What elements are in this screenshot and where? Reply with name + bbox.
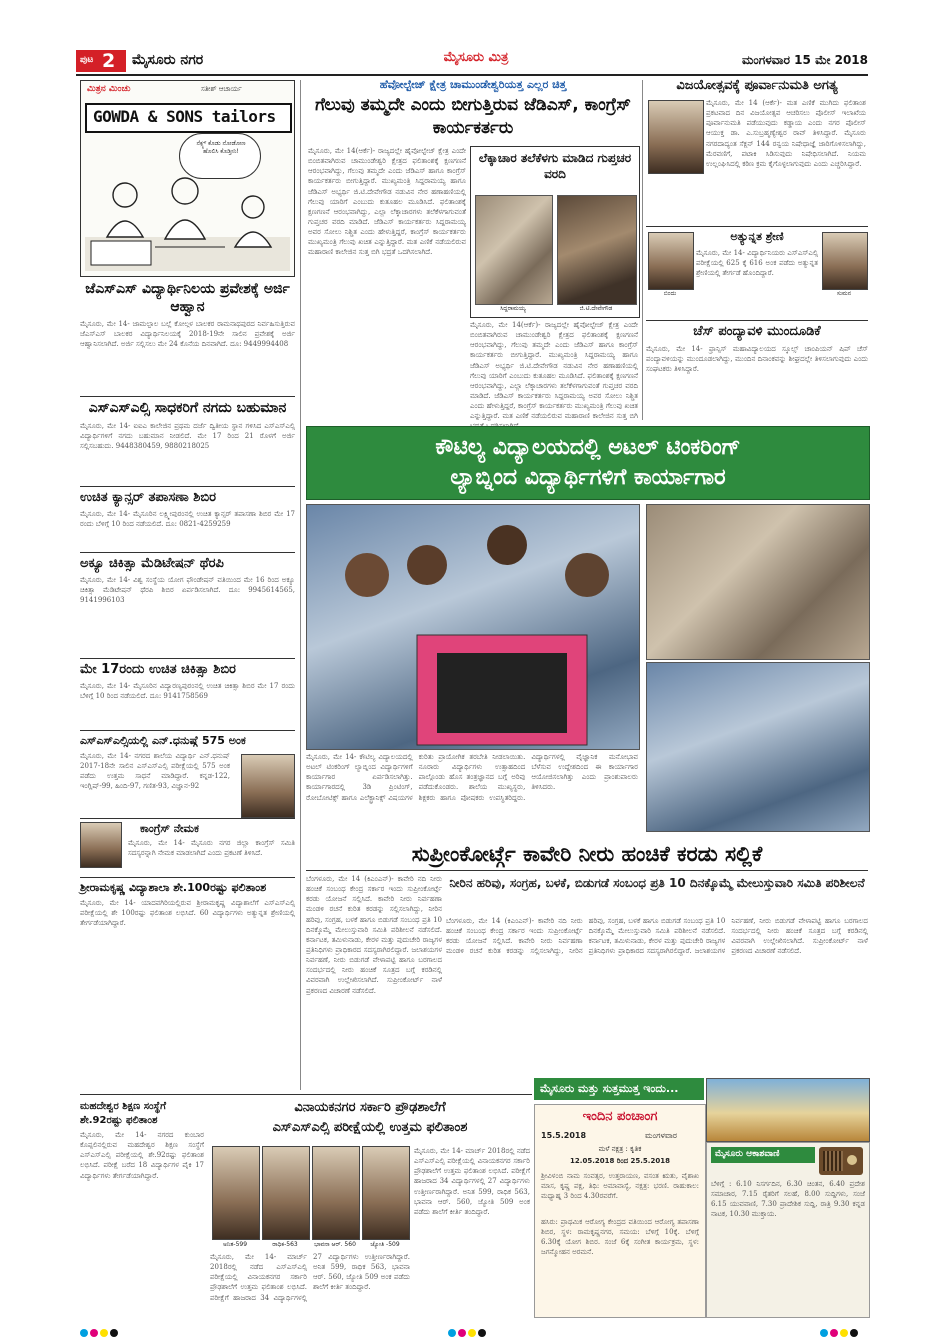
student-caption-3: ಭಾವನಾ ಆರ್. 560 — [314, 1241, 356, 1248]
brief-body: ಮೈಸೂರು, ಮೇ 14- ಮೈಸೂರಿನ ವಿದ್ಯಾರಣ್ಯಪುರಂನಲ್ಲಿ ಉಚಿತ ಚಿಕಿತ್ಸಾ ಶಿಬಿರ ಮೇ 17 ರಂದು ಬೆಳಿಗ್ಗೆ 10 ರಿಂದ ನಡೆಯಲಿದೆ. ದೂ: 9141758569 — [80, 682, 295, 701]
election-headline: ಗೆಲುವು ತಮ್ಮದೇ ಎಂದು ಬೀಗುತ್ತಿರುವ ಜೆಡಿಎಸ್, ಕಾಂಗ್ರೆಸ್ ಕಾರ್ಯಕರ್ತರು — [315, 95, 631, 138]
election-kicker: ಹೆವೋಲ್ಟೇಜ್ ಕ್ಷೇತ್ರ ಚಾಮುಂಡೇಶ್ವರಿಯತ್ತ ಎಲ್ಲರ ಚಿತ್ತ — [379, 78, 567, 91]
brief-headline: ಉಚಿತ ಕ್ಯಾನ್ಸರ್ ತಪಾಸಣಾ ಶಿಬಿರ — [80, 489, 217, 505]
police-body: ಮೈಸೂರು, ಮೇ 14 (ಆರ್ಕೆ)- ಮತ ಎಣಿಕೆ ಮುಗಿದು ಫಲಿತಾಂಶ ಪ್ರಕಟವಾದ ದಿನ ವಿಜಯೋತ್ಸವ ಆಚರಿಸಲು ಪೊಲೀಸ್ ಇಲಾಖೆಯ ಪೂರ್ವಾನುಮತಿ ಪಡೆಯುವುದು ಕಡ್ಡಾಯ ಎಂದು ನಗರ ಪೊಲೀಸ್ ಆಯುಕ್ತ ಡಾ. ಎ.ಸುಬ್ರಹ್ಮಣ್ಯೇಶ್ವರ ರಾವ್ ತಿಳಿಸಿದ್ದಾರೆ. ಮೈಸೂರು ನಗರದಾದ್ಯಂತ ಸೆಕ್ಷನ್ 144 ರನ್ವಯ ನಿಷೇಧಾಜ್ಞೆ ಜಾರಿಗೊಳಿಸಲಾಗಿದ್ದು, ಮೆರವಣಿಗೆ, ಪಟಾಕಿ ಸಿಡಿಸುವುದು ನಿಷೇಧಿಸಲಾಗಿದೆ. ನಿಯಮ ಉಲ್ಲಂಘಿಸಿದಲ್ಲಿ ಕಠಿಣ ಕ್ರಮ ಕೈಗೊಳ್ಳಲಾಗುವುದು ಎಂದು ಎಚ್ಚರಿಸಿದ್ದಾರೆ. — [706, 99, 866, 168]
photo-siddaramaiah — [475, 195, 553, 305]
page-badge — [76, 50, 126, 72]
brief-ramakrishna — [80, 881, 295, 994]
cartoon-title: ಮಿತ್ರನ ಮಿಂಚು — [87, 84, 131, 94]
brief-body: ಮೈಸೂರು, ಮೇ 14- ಮೈಸೂರು ನಗರ ಜಿಲ್ಲಾ ಕಾಂಗ್ರೆಸ್ ಸಮಿತಿ ಸದಸ್ಯರನ್ನಾಗಿ ನೇಮಕ ಮಾಡಲಾಗಿದೆ ಎಂದು ಪ್ರಕಟಣೆ ತಿಳಿಸಿದೆ. — [128, 839, 295, 858]
vinayakanagar-headline-1: ವಿನಾಯಕನಗರ ಸರ್ಕಾರಿ ಪ್ರೌಢಶಾಲೆಗೆ — [294, 1100, 446, 1115]
brief-body: ಮೈಸೂರು, ಮೇ 14- ಜಾಮಲ್ಪಾಲ ಬಲ್ಲೆ ಕೋಲ್ಗಳ ಬಾಲಕರ ರಾಮನಾಥಪುರದ ನಿರ್ವಹಿಸುತ್ತಿರುವ ಜೆಎಸ್ಎಸ್ ಬಾಲಕರ ವಿದ್ಯಾರ್ಥಿನಿಲಯಕ್ಕೆ 2018-19ನೇ ಸಾಲಿನ ಪ್ರವೇಶಕ್ಕೆ ಅರ್ಜಿ ಆಹ್ವಾನಿಸಲಾಗಿದೆ. ಅರ್ಜಿ ಸಲ್ಲಿಸಲು ಮೇ 24 ಕೊನೆಯ ದಿನವಾಗಿದೆ. ದೂ: 9449994408 — [80, 320, 295, 349]
column-divider — [300, 80, 301, 1090]
cartoon-drawing — [85, 177, 290, 271]
photo-gt-devegowda — [557, 195, 637, 305]
masthead-rule — [76, 74, 868, 76]
left-briefs — [80, 281, 295, 1089]
mahadeshwara-headline: ಮಹದೇಶ್ವರ ಶಿಕ್ಷಣ ಸಂಸ್ಥೆಗೆ ಶೇ.92ರಷ್ಟು ಫಲಿತಾಂಶ — [80, 1101, 166, 1126]
election-box-headline: ಲೆಕ್ಕಾಚಾರ ತಲೆಕೆಳಗು ಮಾಡಿದ ಗುಪ್ತಚರ ವರದಿ — [478, 151, 632, 181]
paper-name: ಮೈಸೂರು ಮಿತ್ರ — [443, 50, 509, 65]
shop-sign — [85, 103, 292, 133]
brief-body: ಮೈಸೂರು, ಮೇ 14- ವಿಶ್ವ ಸಂಸ್ಥೆಯ ಯೋಗ ಫೌಂಡೇಷನ್ ವತಿಯಿಂದ ಮೇ 16 ರಿಂದ ಅಕ್ಯೂ ಚಿಕಿತ್ಸಾ ಮೆಡಿಟೇಷನ್ ಥೆರಪಿ ಶಿಬಿರ ಏರ್ಪಡಿಸಲಾಗಿದೆ. ದೂ: 9945614565, 9141996103 — [80, 576, 295, 605]
election-body-right: ಮೈಸೂರು, ಮೇ 14(ಆರ್ಕೆ)- ರಾಜ್ಯದಲ್ಲೇ ಹೈವೋಲ್ಟೇಜ್ ಕ್ಷೇತ್ರ ಎಂದೇ ಬಿಂಬಿತವಾಗಿರುವ ಚಾಮುಂಡೇಶ್ವರಿ ಕ್ಷೇತ್ರದ ಫಲಿತಾಂಶಕ್ಕೆ ಕ್ಷಣಗಣನೆ ಆರಂಭವಾಗಿದ್ದು, ಗೆಲುವು ತಮ್ಮದೇ ಎಂದು ಜೆಡಿಎಸ್ ಹಾಗೂ ಕಾಂಗ್ರೆಸ್ ಕಾರ್ಯಕರ್ತರು ಬೀಗುತ್ತಿದ್ದಾರೆ. ಮುಖ್ಯಮಂತ್ರಿ ಸಿದ್ದರಾಮಯ್ಯ ಹಾಗೂ ಜೆಡಿಎಸ್ ಅಭ್ಯರ್ಥಿ ಜಿ.ಟಿ.ದೇವೇಗೌಡ ನಡುವಿನ ನೇರ ಹಣಾಹಣಿಯಲ್ಲಿ ಗೆಲುವು ಯಾರಿಗೆ ಎಂಬುದು ಕುತೂಹಲ ಮೂಡಿಸಿದೆ. ಫಲಿತಾಂಶಕ್ಕೆ ಕ್ಷಣಗಣನೆ ಆರಂಭವಾಗಿದ್ದು, ಎಲ್ಲಾ ಲೆಕ್ಕಾಚಾರಗಳು ತಲೆಕೆಳಗಾಗುವಂತೆ ಗುಪ್ತಚರ ವರದಿ ಮಾಡಿದೆ. ಜೆಡಿಎಸ್ ಕಾರ್ಯಕರ್ತರು ಸಿದ್ದರಾಮಯ್ಯ ಅವರ ಸೋಲು ನಿಶ್ಚಿತ ಎಂದು ಹೇಳುತ್ತಿದ್ದರೆ, ಕಾಂಗ್ರೆಸ್ ಕಾರ್ಯಕರ್ತರು ಮುಖ್ಯಮಂತ್ರಿ ಗೆಲುವು ಖಚಿತ ಎನ್ನುತ್ತಿದ್ದಾರೆ. ಮತ ಎಣಿಕೆ ನಡೆಯಲಿರುವ ಮಹಾರಾಣಿ ಕಾಲೇಜಿನ ಸುತ್ತ ಬಿಗಿ — [470, 321, 638, 421]
rule — [80, 1094, 532, 1095]
panchanga-date: 15.5.2018 — [541, 1131, 587, 1140]
registration-marks-left — [80, 1322, 120, 1341]
student-photo — [241, 754, 295, 818]
panchanga-box — [534, 1104, 706, 1318]
printer-illustration — [307, 505, 639, 749]
akashvani-title: ಮೈಸೂರು ಆಕಾಶವಾಣಿ — [715, 1149, 780, 1159]
brief-hostel — [80, 281, 295, 393]
brief-may17-camp — [80, 662, 295, 727]
atl-banner — [306, 426, 870, 500]
banner-line2: ಲ್ಯಾಬ್ನಿಂದ ವಿದ್ಯಾರ್ಥಿಗಳಿಗೆ ಕಾರ್ಯಾಗಾರ — [450, 465, 726, 490]
speech-bubble — [179, 133, 261, 179]
panchanga-rain-star: ಮಳೆ ನಕ್ಷತ್ರ : ಕೃತಿಕ — [598, 1145, 642, 1153]
vinayakanagar-headline-2: ಎಸ್ಎಸ್ಎಲ್ಸಿ ಪರೀಕ್ಷೆಯಲ್ಲಿ ಉತ್ತಮ ಫಲಿತಾಂಶ — [272, 1120, 468, 1135]
brief-headline: ಮೇ 17ರಂದು ಉಚಿತ ಚಿಕಿತ್ಸಾ ಶಿಬಿರ — [80, 662, 236, 677]
mysuru-today-bar — [534, 1078, 704, 1100]
vinayakanagar-body-bottom: ಮೈಸೂರು, ಮೇ 14- ಮಾರ್ಚ್ 2018ರಲ್ಲಿ ನಡೆದ ಎಸ್ಎಸ್ಎಲ್ಸಿ ಪರೀಕ್ಷೆಯಲ್ಲಿ ವಿನಾಯಕನಗರ ಸರ್ಕಾರಿ ಪ್ರೌಢಶಾಲೆಗೆ ಉತ್ತಮ ಫಲಿತಾಂಶ ಲಭಿಸಿದೆ. ಪರೀಕ್ಷೆಗೆ ಹಾಜರಾದ 34 ವಿದ್ಯಾರ್ಥಿಗಳಲ್ಲಿ 27 ವಿದ್ಯಾರ್ಥಿಗಳು ಉತ್ತೀರ್ಣರಾಗಿದ್ದಾರೆ. ಅನಿತ 599, ರಾಧಿಕ 563, ಭಾವನಾ ಆರ್. 560, ಜ್ಯೋತಿ 509 ಅಂಕ ಪಡೆದು ಶಾಲೆಗೆ ಕೀರ್ತಿ ತಂದಿದ್ದಾರೆ. — [210, 1253, 410, 1302]
workshop-photo-top-right — [646, 504, 870, 660]
brief-body: ಮೈಸೂರು, ಮೇ 14- ನಗರದ ಶಾಲೆಯ ವಿದ್ಯಾರ್ಥಿ ಎನ್.ಧನುಷ್ 2017-18ನೇ ಸಾಲಿನ ಎಸ್ಎಸ್ಎಲ್ಸಿ ಪರೀಕ್ಷೆಯಲ್ಲಿ 575 ಅಂಕ ಪಡೆದು ಉತ್ತಮ ಸಾಧನೆ ಮಾಡಿದ್ದಾರೆ. ಕನ್ನಡ-122, ಇಂಗ್ಲಿಷ್-99, ಹಿಂದಿ-97, ಗಣಿತ-93, ವಿಜ್ಞಾನ-92 — [80, 752, 230, 791]
top-rank-headline: ಅತ್ಯುನ್ನತ ಶ್ರೇಣಿ — [730, 230, 784, 243]
akashvani-body: ಬೆಳಿಗ್ಗೆ : 6.10 ನಿಸರ್ಗದಿನ, 6.30 ಚಿಂತನ, 6.40 ಪ್ರದೇಶ ಸಮಾಚಾರ, 7.15 ರೈತರಿಗೆ ಸಲಹೆ, 8.00 ಸುದ್ದಿಗಳು, ಸಂಜೆ 6.15 ಯುವವಾಣಿ, 7.30 ಪ್ರಾದೇಶಿಕ ಸುದ್ದಿ, ರಾತ್ರಿ 9.30 ಕನ್ನಡ ನಾಟಕ, 10.30 ಮುಕ್ತಾಯ. — [711, 1180, 865, 1219]
police-headline: ವಿಜಯೋತ್ಸವಕ್ಕೆ ಪೂರ್ವಾನುಮತಿ ಅಗತ್ಯ — [676, 78, 838, 93]
workshop-photo-bottom-right — [646, 662, 870, 832]
mahadeshwara-body: ಮೈಸೂರು, ಮೇ 14- ನಗರದ ಕುಂಬಾರ ಕೊಪ್ಪಲಿನಲ್ಲಿರುವ ಮಹದೇಶ್ವರ ಶಿಕ್ಷಣ ಸಂಸ್ಥೆಗೆ ಎಸ್ಎಸ್ಎಲ್ಸಿ ಪರೀಕ್ಷೆಯಲ್ಲಿ ಶೇ.92ರಷ್ಟು ಫಲಿತಾಂಶ ಲಭಿಸಿದೆ. ಪರೀಕ್ಷೆ ಬರೆದ 18 ವಿದ್ಯಾರ್ಥಿಗಳ ಪೈಕಿ 17 ವಿದ್ಯಾರ್ಥಿಗಳು ತೇರ್ಗಡೆಯಾಗಿದ್ದಾರೆ. — [80, 1131, 204, 1180]
brief-sslc-prize — [80, 400, 295, 483]
student-photo-1 — [212, 1146, 260, 1240]
caption-right: ಸುಮನ — [836, 290, 852, 297]
cauvery-rule — [306, 870, 868, 871]
chess-body: ಮೈಸೂರು, ಮೇ 14- ಫ್ರಾನ್ಸಿಸ್ ಮಹಾವಿದ್ಯಾಲಯದ ಸ್ಕೂಲ್ಸ್ ಚಾಂಪಿಯನ್ ಷಿಪ್ ಚೆಸ್ ಪಂದ್ಯಾವಳಿಯನ್ನು ಮುಂದೂಡಲಾಗಿದ್ದು, ಮುಂದಿನ ದಿನಾಂಕವನ್ನು ಶೀಘ್ರದಲ್ಲೇ ತಿಳಿಸಲಾಗುವುದು ಎಂದು ಸಂಘಟಕರು ತಿಳಿಸಿದ್ದಾರೆ. — [646, 345, 868, 374]
section-name: ಮೈಸೂರು ನಗರ — [132, 52, 204, 68]
caption-left: ಬಿಂದು — [663, 290, 677, 297]
page-label: ಪುಟ — [80, 55, 94, 65]
student-caption-4: ಜ್ಯೋತಿ -509 — [370, 1241, 400, 1248]
election-box — [470, 146, 640, 318]
student-photo-left — [648, 232, 694, 290]
brief-headline: ಎಸ್ಎಸ್ಎಲ್ಸಿಯಲ್ಲಿ ಎನ್.ಧನುಷ್ಗೆ 575 ಅಂಕ — [80, 734, 246, 748]
akashvani-box — [706, 1142, 870, 1318]
brief-acu-therapy — [80, 556, 295, 655]
workshop-body: ಮೈಸೂರು, ಮೇ 14- ಕೌಟಿಲ್ಯ ವಿದ್ಯಾಲಯದಲ್ಲಿ ಅಟಲ್ ಟಿಂಕರಿಂಗ್ ಲ್ಯಾಬ್ನಿಂದ ವಿದ್ಯಾರ್ಥಿಗಳಿಗೆ ಕಾರ್ಯಾಗಾರ ಏರ್ಪಡಿಸಲಾಗಿತ್ತು. ಕಾರ್ಯಾಗಾರದಲ್ಲಿ 3ಡಿ ಪ್ರಿಂಟಿಂಗ್, ರೋಬೋಟಿಕ್ಸ್ ಹಾಗೂ ಎಲೆಕ್ಟ್ರಾನಿಕ್ಸ್ ವಿಷಯಗಳ ಕುರಿತು ಪ್ರಾಯೋಗಿಕ ತರಬೇತಿ ನೀಡಲಾಯಿತು. ನೂರಾರು ವಿದ್ಯಾರ್ಥಿಗಳು ಉತ್ಸಾಹದಿಂದ ಪಾಲ್ಗೊಂಡು ಹೊಸ ತಂತ್ರಜ್ಞಾನದ ಬಗ್ಗೆ ಅರಿವು ಪಡೆದುಕೊಂಡರು. ಶಾಲೆಯ ಮುಖ್ಯಸ್ಥರು, ಶಿಕ್ಷಕರು ಹಾಗೂ ಪೋಷಕರು ಉಪಸ್ಥಿತರಿದ್ದರು. ವಿದ್ಯಾರ್ಥಿಗಳಲ್ಲಿ ವೈಜ್ಞಾನಿಕ ಮನೋಭಾವ ಬೆಳೆಸುವ ಉದ್ದೇಶದಿಂದ ಈ ಕಾರ್ಯಾಗಾರ ಆಯೋಜಿಸಲಾಗಿತ್ತು ಎಂದು ಪ್ರಾಂಶುಪಾಲರು ತಿಳಿಸಿದರು. — [306, 753, 638, 802]
panchanga-title: ಇಂದಿನ ಪಂಚಾಂಗ — [582, 1109, 658, 1124]
registration-marks-right — [820, 1322, 860, 1341]
cauvery-body-col1: ಬೆಂಗಳೂರು, ಮೇ 14 (ಕಿಎಂಎನ್)- ಕಾವೇರಿ ನದಿ ನೀರು ಹಂಚಿಕೆ ಸಂಬಂಧ ಕೇಂದ್ರ ಸರ್ಕಾರ ಇಂದು ಸುಪ್ರೀಂಕೋರ್ಟ್ಗೆ ಕರಡು ಯೋಜನೆ ಸಲ್ಲಿಸಿದೆ. ಕಾವೇರಿ ನೀರು ನಿರ್ವಹಣಾ ಮಂಡಳಿ ರಚನೆ ಕುರಿತ ಕರಡನ್ನು ಸಲ್ಲಿಸಲಾಗಿದ್ದು, ನೀರಿನ ಹರಿವು, ಸಂಗ್ರಹ, ಬಳಕೆ ಹಾಗೂ ಬಿಡುಗಡೆ ಸಂಬಂಧ ಪ್ರತಿ 10 ದಿನಕ್ಕೊಮ್ಮೆ ಮೇಲುಸ್ತುವಾರಿ ಸಮಿತಿ ಪರಿಶೀಲನೆ ನಡೆಸಲಿದೆ. ಕರ್ನಾಟಕ, ತಮಿಳುನಾಡು, ಕೇರಳ ಮತ್ತು ಪುದುಚೇರಿ ರಾಜ್ಯಗಳ ಪ್ರತಿನಿಧಿಗಳು ಪ್ರಾಧಿಕಾರದ ಸದಸ್ಯರಾಗಿರಲಿದ್ದಾರೆ. ಜಲಾಶಯಗಳ ನಿರ್ವಹಣೆ, ನೀರು ಬಿಡುಗಡೆ ವೇಳಾಪಟ್ಟಿ ಹಾಗೂ ಬರಗಾಲದ ಸಂದರ್ಭದಲ್ಲಿ ನೀರು ಹಂಚಿಕೆ ಸೂತ್ರದ ಬಗ್ಗೆ ಕರಡಿನಲ್ಲಿ ವಿವರವಾಗಿ ಉಲ್ಲೇಖಿಸಲಾಗಿದೆ. ಸುಪ್ರೀಂಕೋರ್ಟ್ ನಾಳೆ ಪ್ರಕರಣದ ವಿಚಾರಣೆ ನಡೆಸಲಿದೆ. — [306, 875, 442, 995]
brief-body: ಮೈಸೂರು, ಮೇ 14- ಯಾದವಗಿರಿಯಲ್ಲಿರುವ ಶ್ರೀರಾಮಕೃಷ್ಣ ವಿದ್ಯಾಶಾಲೆಗೆ ಎಸ್ಎಸ್ಎಲ್ಸಿ ಪರೀಕ್ಷೆಯಲ್ಲಿ ಶೇ 100ರಷ್ಟು ಫಲಿತಾಂಶ ಲಭಿಸಿದೆ. 60 ವಿದ್ಯಾರ್ಥಿಗಳು ಅತ್ಯುನ್ನತ ಶ್ರೇಣಿಯಲ್ಲಿ ತೇರ್ಗಡೆಯಾಗಿದ್ದಾರೆ. — [80, 898, 295, 928]
mysuru-today-headline: ಮೈಸೂರು ಮತ್ತು ಸುತ್ತಮುತ್ತ ಇಂದು... — [540, 1082, 679, 1095]
brief-headline: ಕಾಂಗ್ರೆಸ್ ನೇಮಕ — [140, 822, 199, 835]
caption-devegowda: ಜಿ.ಟಿ.ದೇವೇಗೌಡ — [579, 305, 613, 312]
cartoon-box — [80, 80, 295, 277]
student-caption-1: ಅನಿತ-599 — [222, 1241, 248, 1248]
page-number: 2 — [102, 50, 116, 72]
member-photo — [80, 822, 122, 868]
student-caption-2: ರಾಧಿಕ-563 — [272, 1241, 298, 1248]
brief-headline: ಅಕ್ಯೂ ಚಿಕಿತ್ಸಾ ಮೆಡಿಟೇಷನ್ ಥೆರಪಿ — [80, 555, 224, 571]
cauvery-body-cols: ಬೆಂಗಳೂರು, ಮೇ 14 (ಕಿಎಂಎನ್)- ಕಾವೇರಿ ನದಿ ನೀರು ಹಂಚಿಕೆ ಸಂಬಂಧ ಕೇಂದ್ರ ಸರ್ಕಾರ ಇಂದು ಸುಪ್ರೀಂಕೋರ್ಟ್ಗೆ ಕರಡು ಯೋಜನೆ ಸಲ್ಲಿಸಿದೆ. ಕಾವೇರಿ ನೀರು ನಿರ್ವಹಣಾ ಮಂಡಳಿ ರಚನೆ ಕುರಿತ ಕರಡನ್ನು ಸಲ್ಲಿಸಲಾಗಿದ್ದು, ನೀರಿನ ಹರಿವು, ಸಂಗ್ರಹ, ಬಳಕೆ ಹಾಗೂ ಬಿಡುಗಡೆ ಸಂಬಂಧ ಪ್ರತಿ 10 ದಿನಕ್ಕೊಮ್ಮೆ ಮೇಲುಸ್ತುವಾರಿ ಸಮಿತಿ ಪರಿಶೀಲನೆ ನಡೆಸಲಿದೆ. ಕರ್ನಾಟಕ, ತಮಿಳುನಾಡು, ಕೇರಳ ಮತ್ತು ಪುದುಚೇರಿ ರಾಜ್ಯಗಳ ಪ್ರತಿನಿಧಿಗಳು ಪ್ರಾಧಿಕಾರದ ಸದಸ್ಯರಾಗಿರಲಿದ್ದಾರೆ. ಜಲಾಶಯಗಳ ನಿರ್ವಹಣೆ, ನೀರು ಬಿಡುಗಡೆ ವೇಳಾಪಟ್ಟಿ ಹಾಗೂ ಬರಗಾಲದ ಸಂದರ್ಭದಲ್ಲಿ ನೀರು ಹಂಚಿಕೆ ಸೂತ್ರದ ಬಗ್ಗೆ ಕರಡಿನಲ್ಲಿ ವಿವರವಾಗಿ ಉಲ್ಲೇಖಿಸಲಾಗಿದೆ. ಸುಪ್ರೀಂಕೋರ್ಟ್ ನಾಳೆ ಪ್ರಕರಣದ ವಿಚಾರಣೆ ನಡೆಸಲಿದೆ. — [446, 917, 868, 956]
election-body-left: ಮೈಸೂರು, ಮೇ 14(ಆರ್ಕೆ)- ರಾಜ್ಯದಲ್ಲೇ ಹೈವೋಲ್ಟೇಜ್ ಕ್ಷೇತ್ರ ಎಂದೇ ಬಿಂಬಿತವಾಗಿರುವ ಚಾಮುಂಡೇಶ್ವರಿ ಕ್ಷೇತ್ರದ ಫಲಿತಾಂಶಕ್ಕೆ ಕ್ಷಣಗಣನೆ ಆರಂಭವಾಗಿದ್ದು, ಗೆಲುವು ತಮ್ಮದೇ ಎಂದು ಜೆಡಿಎಸ್ ಹಾಗೂ ಕಾಂಗ್ರೆಸ್ ಕಾರ್ಯಕರ್ತರು ಬೀಗುತ್ತಿದ್ದಾರೆ. ಮುಖ್ಯಮಂತ್ರಿ ಸಿದ್ದರಾಮಯ್ಯ ಹಾಗೂ ಜೆಡಿಎಸ್ ಅಭ್ಯರ್ಥಿ ಜಿ.ಟಿ.ದೇವೇಗೌಡ ನಡುವಿನ ನೇರ ಹಣಾಹಣಿಯಲ್ಲಿ ಗೆಲುವು ಯಾರಿಗೆ ಎಂಬುದು ಕುತೂಹಲ ಮೂಡಿಸಿದೆ. ಫಲಿತಾಂಶಕ್ಕೆ ಕ್ಷಣಗಣನೆ ಆರಂಭವಾಗಿದ್ದು, ಎಲ್ಲಾ ಲೆಕ್ಕಾಚಾರಗಳು ತಲೆಕೆಳಗಾಗುವಂತೆ ಗುಪ್ತಚರ ವರದಿ ಮಾಡಿದೆ. ಜೆಡಿಎಸ್ ಕಾರ್ಯಕರ್ತರು ಸಿದ್ದರಾಮಯ್ಯ ಅವರ ಸೋಲು ನಿಶ್ಚಿತ ಎಂದು ಹೇಳುತ್ತಿದ್ದರೆ, ಕಾಂಗ್ರೆಸ್ ಕಾರ್ಯಕರ್ತರು ಮುಖ್ಯಮಂತ್ರಿ ಗೆಲುವು ಖಚಿತ ಎನ್ನುತ್ತಿದ್ದಾರೆ. ಮತ ಎಣಿಕೆ ನಡೆಯಲಿರುವ ಮಹಾರಾಣಿ ಕಾಲೇಜಿನ ಸುತ್ತ ಬಿಗಿ ಭದ್ರತೆ ಒದಗಿಸಲಾಗಿದೆ. — [308, 147, 466, 257]
events-body: ಹಸಿರು: ಪ್ರಾಥಮಿಕ ಆರೋಗ್ಯ ಕೇಂದ್ರದ ವತಿಯಿಂದ ಆರೋಗ್ಯ ತಪಾಸಣಾ ಶಿಬಿರ, ಸ್ಥಳ: ರಾಮಕೃಷ್ಣನಗರ, ಸಮಯ: ಬೆಳಿಗ್ಗೆ 10ಕ್ಕೆ. ಬೆಳಿಗ್ಗೆ 6.30ಕ್ಕೆ ಯೋಗ ಶಿಬಿರ. ಸಂಜೆ 6ಕ್ಕೆ ಸಂಗೀತ ಕಾರ್ಯಕ್ರಮ, ಸ್ಥಳ: ಜಗನ್ಮೋಹನ ಅರಮನೆ. — [541, 1218, 699, 1257]
brief-body: ಮೈಸೂರು, ಮೇ 14- ಮೈಸೂರಿನ ಲಕ್ಷ್ಮೀಪುರಂನಲ್ಲಿ ಉಚಿತ ಕ್ಯಾನ್ಸರ್ ತಪಾಸಣಾ ಶಿಬಿರ ಮೇ 17 ರಂದು ಬೆಳಿಗ್ಗೆ 10 ರಿಂದ ನಡೆಯಲಿದೆ. ದೂ: 0821-4259259 — [80, 509, 295, 528]
radio-icon — [819, 1147, 863, 1175]
panchanga-body: ಶ್ರೀವಿಳಂಬಿ ನಾಮ ಸಂವತ್ಸರ, ಉತ್ತರಾಯಣ, ವಸಂತ ಋತು, ವೈಶಾಖ ಮಾಸ, ಕೃಷ್ಣ ಪಕ್ಷ, ತಿಥಿ: ಅಮಾವಾಸ್ಯೆ, ನಕ್ಷತ್ರ: ಭರಣಿ. ರಾಹುಕಾಲ: ಮಧ್ಯಾಹ್ನ 3 ರಿಂದ 4.30ರವರೆಗೆ. — [541, 1172, 699, 1201]
masthead — [76, 50, 868, 72]
cauvery-headline: ಸುಪ್ರೀಂಕೋರ್ಟ್ಗೆ ಕಾವೇರಿ ನೀರು ಹಂಚಿಕೆ ಕರಡು ಸಲ್ಲಿಕೆ — [411, 842, 763, 866]
brief-body: ಮೈಸೂರು, ಮೇ 14- ಐಐಎ ಕಾಲೇಜಿನ ಪ್ರಥಮ ದರ್ಜೆ ದ್ವಿತೀಯ ಸ್ಥಾನ ಗಳಿಸಿದ ಎಸ್ಎಸ್ಎಲ್ಸಿ ವಿದ್ಯಾರ್ಥಿಗಳಿಗೆ ನಗದು ಬಹುಮಾನ ನೀಡಲಿದೆ. ಮೇ 17 ರಿಂದ 21 ರೊಳಗೆ ಅರ್ಜಿ ಸಲ್ಲಿಸಬಹುದು. 9448380459, 9880218025 — [80, 421, 295, 450]
workshop-photo-main — [306, 504, 640, 750]
caption-siddaramaiah: ಸಿದ್ದರಾಮಯ್ಯ — [500, 305, 526, 312]
brief-headline: ಎಸ್ಎಸ್ಎಲ್ಸಿ ಸಾಧಕರಿಗೆ ನಗದು ಬಹುಮಾನ — [88, 400, 287, 416]
palace-photo — [706, 1078, 870, 1142]
issue-date: ಮಂಗಳವಾರ 15 ಮೇ 2018 — [741, 53, 868, 67]
brief-congress — [80, 822, 295, 874]
registration-marks-center — [448, 1322, 488, 1341]
brief-headline: ಶ್ರೀರಾಮಕೃಷ್ಣ ವಿದ್ಯಾಶಾಲಾ ಶೇ.100ರಷ್ಟು ಫಲಿತಾಂಶ — [80, 881, 267, 894]
panchanga-range: 12.05.2018 ರಿಂದ 25.5.2018 — [570, 1157, 670, 1165]
akashvani-header — [711, 1147, 815, 1163]
column-divider — [642, 80, 643, 420]
chess-headline: ಚೆಸ್ ಪಂದ್ಯಾವಳಿ ಮುಂದೂಡಿಕೆ — [693, 324, 821, 339]
shop-sign-text: GOWDA & SONS tailors — [93, 107, 276, 126]
bubble-text: ನೆಕ್ಸ್ಟ್ ಕೊಡು ನೋಡೋಣ ಹೊಲಿಸಿ ಕೊಡ್ತೀನಿ! — [196, 140, 246, 155]
student-photo-2 — [262, 1146, 310, 1240]
student-photo-right — [822, 232, 868, 290]
cauvery-subhead-box — [446, 874, 868, 914]
banner-line1: ಕೌಟಿಲ್ಯ ವಿದ್ಯಾಲಯದಲ್ಲಿ ಅಟಲ್ ಟಿಂಕರಿಂಗ್ — [435, 435, 741, 460]
rule — [646, 320, 868, 321]
student-photo-4 — [362, 1146, 410, 1240]
student-photo-3 — [312, 1146, 360, 1240]
rule — [646, 226, 868, 227]
panchanga-day: ಮಂಗಳವಾರ — [645, 1131, 678, 1140]
cartoon-artist: ಸತೀಶ್ ಆಚಾರ್ಯ — [201, 85, 242, 93]
brief-dhanush — [80, 734, 295, 815]
commissioner-photo — [648, 100, 704, 174]
brief-cancer-camp — [80, 490, 295, 549]
top-rank-body: ಮೈಸೂರು, ಮೇ 14- ವಿದ್ಯಾರ್ಥಿನಿಯರು ಎಸ್ಎಸ್ಎಲ್ಸಿ ಪರೀಕ್ಷೆಯಲ್ಲಿ 625 ಕ್ಕೆ 616 ಅಂಕ ಪಡೆದು ಅತ್ಯುನ್ನತ ಶ್ರೇಣಿಯಲ್ಲಿ ತೇರ್ಗಡೆ ಹೊಂದಿದ್ದಾರೆ. — [696, 249, 818, 278]
vinayakanagar-body-right: ಮೈಸೂರು, ಮೇ 14- ಮಾರ್ಚ್ 2018ರಲ್ಲಿ ನಡೆದ ಎಸ್ಎಸ್ಎಲ್ಸಿ ಪರೀಕ್ಷೆಯಲ್ಲಿ ವಿನಾಯಕನಗರ ಸರ್ಕಾರಿ ಪ್ರೌಢಶಾಲೆಗೆ ಉತ್ತಮ ಫಲಿತಾಂಶ ಲಭಿಸಿದೆ. ಪರೀಕ್ಷೆಗೆ ಹಾಜರಾದ 34 ವಿದ್ಯಾರ್ಥಿಗಳಲ್ಲಿ 27 ವಿದ್ಯಾರ್ಥಿಗಳು ಉತ್ತೀರ್ಣರಾಗಿದ್ದಾರೆ. ಅನಿತ 599, ರಾಧಿಕ 563, ಭಾವನಾ ಆರ್. 560, ಜ್ಯೋತಿ 509 ಅಂಕ ಪಡೆದು ಶಾಲೆಗೆ ಕೀರ್ತಿ ತಂದಿದ್ದಾರೆ. — [414, 1147, 530, 1216]
cauvery-subhead: ನೀರಿನ ಹರಿವು, ಸಂಗ್ರಹ, ಬಳಕೆ, ಬಿಡುಗಡೆ ಸಂಬಂಧ ಪ್ರತಿ 10 ದಿನಕ್ಕೊಮ್ಮೆ ಮೇಲುಸ್ತುವಾರಿ ಸಮಿತಿ ಪರಿಶೀಲನೆ — [449, 876, 865, 890]
brief-headline: ಜೆಎಸ್ಎಸ್ ವಿದ್ಯಾರ್ಥಿನಿಲಯ ಪ್ರವೇಶಕ್ಕೆ ಅರ್ಜಿ ಆಹ್ವಾನ — [85, 281, 290, 315]
